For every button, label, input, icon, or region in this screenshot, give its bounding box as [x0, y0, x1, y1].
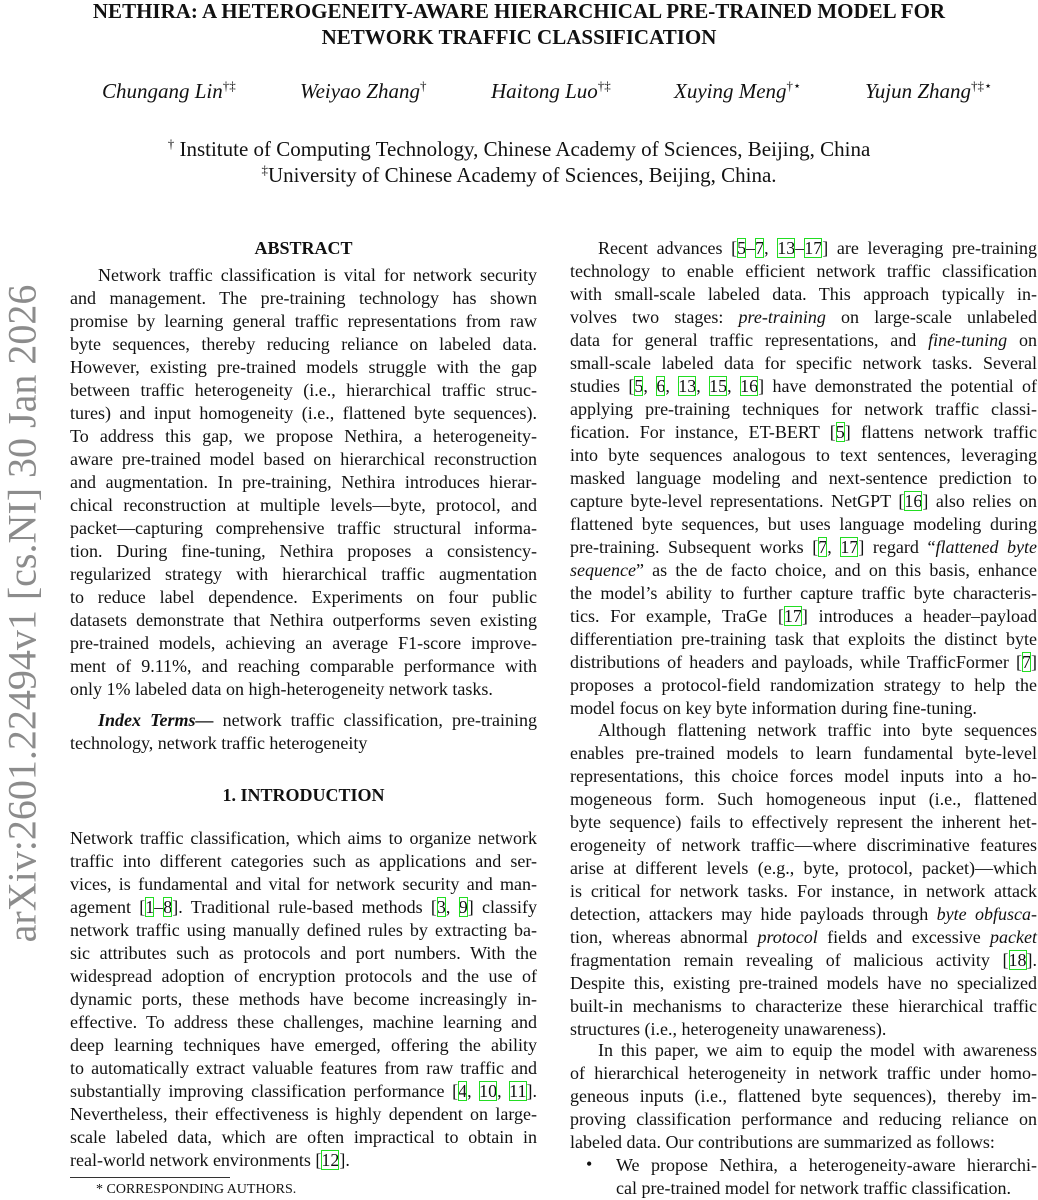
- index-terms-line: [70, 709, 537, 732]
- text-line: with small-scale labeled data. This approach typically in-: [570, 284, 1037, 304]
- text-line: and augmentation. In pre-training, Nethira introduces hierar-: [70, 472, 537, 492]
- citation-link[interactable]: 5: [634, 376, 644, 396]
- citation-link[interactable]: 7: [1022, 652, 1031, 672]
- index-terms-line: technology, network traffic heterogeneity: [70, 733, 368, 753]
- citation-link[interactable]: 16: [740, 376, 759, 396]
- text-line: sic attributes such as protocols and port numbers. With the: [70, 943, 537, 963]
- text-line: model focus on key byte information during fine-tuning.: [570, 698, 977, 718]
- arxiv-stamp: arXiv:2601.22494v1 [cs.NI] 30 Jan 2026: [0, 284, 45, 943]
- citation-link[interactable]: 13: [678, 376, 697, 396]
- text-line: traffic into different categories such as applications and ser-: [70, 851, 537, 871]
- intro-heading: 1. INTRODUCTION: [222, 785, 385, 805]
- title-line: NETHIRA: A HETEROGENEITY-AWARE HIERARCHICAL PRE-TRAINED MODEL FOR: [92, 0, 946, 23]
- text-line: tics. For example, TraGe [17] introduces a header–payload: [570, 606, 1038, 626]
- text-line: We propose Nethira, a heterogeneity-aware hierarchi-: [616, 1155, 1037, 1175]
- text-line: Despite this, existing pre-trained models have no specialized: [570, 973, 1037, 993]
- index-terms-text: network traffic classification, pre-training: [213, 710, 537, 730]
- affiliation: [0, 157, 1038, 188]
- author-affil-mark: †⋆: [786, 78, 802, 93]
- citation-link[interactable]: 7: [818, 537, 828, 557]
- author-name: Chungang Lin: [102, 79, 223, 103]
- author-name: Haitong Luo: [491, 79, 598, 103]
- text-line: aware pre-trained model based on hierarchical reconstruction: [70, 449, 537, 469]
- text-line: only 1% labeled data on high-heterogeneity network tasks.: [70, 679, 493, 699]
- text-line: the model’s ability to further capture traffic byte characteris-: [570, 583, 1037, 603]
- citation-link[interactable]: 4: [458, 1081, 468, 1101]
- text-line: byte sequence) fails to effectively represent the inherent het-: [570, 812, 1037, 832]
- text-line: data for general traffic representations, and fine-tuning on: [570, 330, 1038, 350]
- text-line: mogeneous form. Such homogeneous input (i.e., flattened: [570, 789, 1037, 809]
- text-line: pre-training. Subsequent works [7, 17] regard “flattened byte: [570, 537, 1038, 557]
- affil-text: Institute of Computing Technology, Chinese Academy of Sciences, Beijing, China: [174, 137, 871, 161]
- text-line: into byte sequences analogous to text sentences, leveraging: [570, 445, 1037, 465]
- citation-link[interactable]: 16: [904, 491, 923, 511]
- author-affil-mark: †‡: [597, 78, 611, 93]
- text-line: network traffic using manually defined rules by extracting ba-: [70, 920, 537, 940]
- text-line: to automatically extract valuable features from raw traffic and: [70, 1058, 537, 1078]
- text-line: tion, whereas abnormal protocol fields and excessive packet: [570, 927, 1037, 947]
- text-line: regularized strategy with hierarchical traffic augmentation: [70, 564, 537, 584]
- text-line: dynamic ports, these methods have become increasingly in-: [70, 989, 537, 1009]
- text-line: widespread adoption of encryption protocols and the use of: [70, 966, 537, 986]
- text-line: packet—capturing comprehensive traffic structural informa-: [70, 518, 537, 538]
- text-line: applying pre-training techniques for network traffic classi-: [570, 399, 1037, 419]
- author: [674, 78, 801, 104]
- citation-link[interactable]: 17: [783, 606, 802, 626]
- author-affil-mark: †: [419, 78, 427, 93]
- abstract-body: [70, 264, 537, 701]
- text-line: fication. For instance, ET-BERT [5] flattens network traffic: [570, 422, 1037, 442]
- text-line: pre-trained models, achieving an average F1-score improve-: [70, 633, 537, 653]
- text-line: deep learning techniques have emerged, offering the ability: [70, 1035, 537, 1055]
- citation-link[interactable]: 15: [709, 376, 728, 396]
- text-line: volves two stages: pre-training on large-scale unlabeled: [570, 307, 1037, 327]
- citation-link[interactable]: 9: [458, 897, 468, 917]
- text-line: labeled data. Our contributions are summarized as follows:: [570, 1132, 995, 1152]
- text-line: real-world network environments [12].: [70, 1150, 350, 1170]
- affil-mark: †: [167, 136, 175, 151]
- citation-link[interactable]: 10: [479, 1081, 498, 1101]
- text-line: is critical for network tasks. For instance, in network attack: [570, 881, 1037, 901]
- text-line: agement [1–8]. Traditional rule-based methods [3, 9] classify: [70, 897, 537, 917]
- citation-link[interactable]: 5: [835, 422, 845, 442]
- author-name: Yujun Zhang: [865, 79, 972, 103]
- text-line: tures) and input homogeneity (i.e., flattened byte sequences).: [70, 403, 537, 423]
- text-line: Network traffic classification is vital for network security: [98, 265, 537, 285]
- text-line: proving classification performance and reducing reliance on: [570, 1109, 1037, 1129]
- text-line: differentiation pre-training task that exploits the distinct byte: [570, 629, 1037, 649]
- abstract-heading: ABSTRACT: [254, 238, 353, 258]
- footnote-rule: [70, 1177, 230, 1178]
- text-line: fragmentation remain revealing of malicious activity [18].: [570, 950, 1037, 970]
- author: [102, 78, 236, 104]
- paper-title: [0, 0, 1038, 50]
- text-line: technology to enable efficient network traffic classification: [570, 261, 1037, 281]
- text-line: detection, attackers may hide payloads through byte obfusca-: [570, 904, 1037, 924]
- citation-link[interactable]: 1: [145, 897, 155, 917]
- text-line: Recent advances [5–7, 13–17] are leveraging pre-training: [598, 238, 1037, 258]
- intro-paragraph: [570, 1039, 1037, 1154]
- text-line: scale labeled data, which are often impractical to obtain in: [70, 1127, 537, 1147]
- citation-link[interactable]: 18: [1008, 950, 1027, 970]
- text-line: Although flattening network traffic into byte sequences: [598, 720, 1037, 740]
- author-affil-mark: †‡⋆: [971, 78, 993, 93]
- author: [865, 78, 992, 104]
- text-line: substantially improving classification performance [4, 10, 11].: [70, 1081, 538, 1101]
- footnote: * CORRESPONDING AUTHORS.: [96, 1182, 297, 1197]
- text-line: representations, this choice forces model inputs into a ho-: [570, 766, 1037, 786]
- text-line: ment of 9.11%, and reaching comparable performance with: [70, 656, 537, 676]
- text-line: built-in mechanisms to characterize these hierarchical traffic: [570, 996, 1037, 1016]
- text-line: and management. The pre-training technology has shown: [70, 288, 537, 308]
- text-line: Network traffic classification, which aims to organize network: [70, 828, 537, 848]
- intro-paragraph: [70, 827, 537, 1172]
- citation-link[interactable]: 13: [777, 238, 796, 258]
- citation-link[interactable]: 17: [804, 238, 823, 258]
- text-line: However, existing pre-trained models struggle with the gap: [70, 357, 537, 377]
- text-line: In this paper, we aim to equip the model with awareness: [598, 1040, 1037, 1060]
- text-line: To address this gap, we propose Nethira, a heterogeneity-: [70, 426, 537, 446]
- citation-link[interactable]: 11: [509, 1081, 527, 1101]
- citation-link[interactable]: 5: [737, 238, 747, 258]
- text-line: Nevertheless, their effectiveness is highly dependent on large-: [70, 1104, 537, 1124]
- citation-link[interactable]: 12: [321, 1150, 340, 1170]
- text-line: cal pre-trained model for network traffic classification.: [616, 1178, 1011, 1198]
- citation-link[interactable]: 7: [755, 238, 765, 258]
- intro-paragraph: [570, 719, 1037, 1041]
- citation-link[interactable]: 8: [163, 897, 173, 917]
- text-line: tion. During fine-tuning, Nethira proposes a consistency-: [70, 541, 537, 561]
- text-line: datasets demonstrate that Nethira outperforms seven existing: [70, 610, 537, 630]
- author: [491, 78, 611, 104]
- index-terms: [70, 709, 537, 755]
- text-line: chical reconstruction at multiple levels—byte, protocol, and: [70, 495, 537, 515]
- text-line: to reduce label dependence. Experiments on four public: [70, 587, 537, 607]
- author-affil-mark: †‡: [222, 78, 236, 93]
- text-line: flattened byte sequences, but uses language modeling during: [570, 514, 1037, 534]
- author-name: Weiyao Zhang: [300, 79, 420, 103]
- text-line: structures (i.e., heterogeneity unawareness).: [570, 1019, 887, 1039]
- citation-link[interactable]: 17: [840, 537, 859, 557]
- affil-text: University of Chinese Academy of Sciences, Beijing, China.: [267, 163, 777, 187]
- text-line: masked language modeling and next-sentence prediction to: [570, 468, 1037, 488]
- citation-link[interactable]: 3: [436, 897, 446, 917]
- index-terms-label: Index Terms—: [98, 710, 214, 730]
- text-line: proposes a protocol-field randomization strategy to help the: [570, 675, 1037, 695]
- text-line: geneous inputs (i.e., flattened byte sequences), thereby im-: [570, 1086, 1037, 1106]
- text-line: small-scale labeled data for specific network tasks. Several: [570, 353, 1037, 373]
- intro-paragraph: [570, 237, 1037, 720]
- affil-mark: ‡: [261, 162, 268, 177]
- text-line: arise at different levels (e.g., byte, protocol, packet)—which: [570, 858, 1037, 878]
- contribution-item: [586, 1154, 1037, 1200]
- text-line: distributions of headers and payloads, while TrafficFormer [7]: [570, 652, 1037, 672]
- text-line: studies [5, 6, 13, 15, 16] have demonstrated the potential of: [570, 376, 1038, 396]
- text-line: of hierarchical heterogeneity in network traffic under homo-: [570, 1063, 1037, 1083]
- bullet-icon: •: [586, 1154, 593, 1174]
- text-line: effective. To address these challenges, machine learning and: [70, 1012, 537, 1032]
- citation-link[interactable]: 6: [656, 376, 666, 396]
- text-line: sequence” as the de facto choice, and on this basis, enhance: [570, 560, 1037, 580]
- text-line: enables pre-trained models to learn fundamental byte-level: [570, 743, 1037, 763]
- text-line: erogeneity of network traffic—where discriminative features: [570, 835, 1037, 855]
- author: [300, 78, 426, 104]
- text-line: byte sequences, thereby reducing reliance on labeled data.: [70, 334, 537, 354]
- author-name: Xuying Meng: [674, 79, 787, 103]
- contribution-text: [616, 1154, 1037, 1200]
- text-line: between traffic heterogeneity (i.e., hierarchical traffic struc-: [70, 380, 537, 400]
- text-line: capture byte-level representations. NetGPT [16] also relies on: [570, 491, 1037, 511]
- text-line: promise by learning general traffic representations from raw: [70, 311, 537, 331]
- text-line: vices, is fundamental and vital for network security and man-: [70, 874, 537, 894]
- title-line: NETWORK TRAFFIC CLASSIFICATION: [321, 25, 717, 49]
